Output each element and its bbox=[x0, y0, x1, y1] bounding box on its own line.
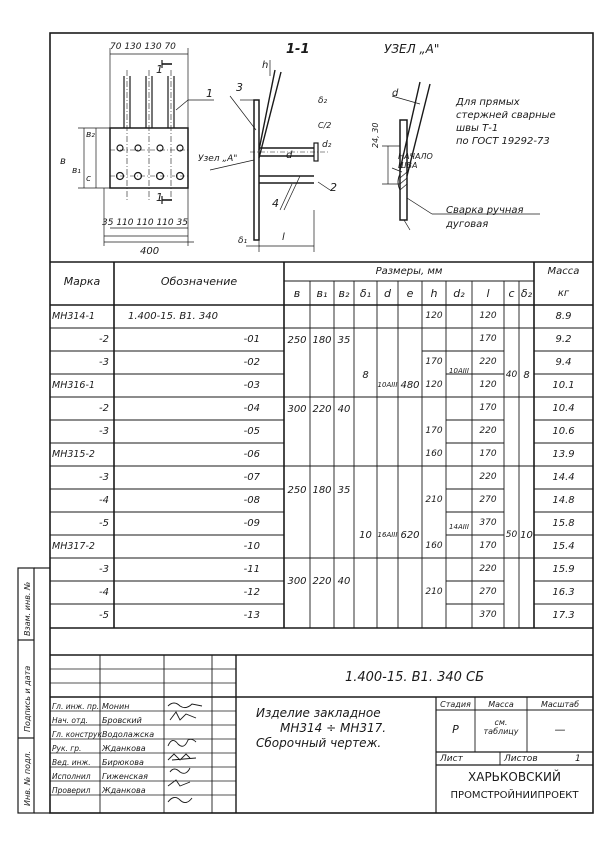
row-mark: -3 bbox=[99, 472, 109, 483]
row-designation: -04 bbox=[243, 403, 260, 414]
lower-e: 620 bbox=[400, 530, 420, 541]
name-1: Монин bbox=[102, 702, 130, 711]
dim-bottom-2: 110 bbox=[116, 218, 134, 228]
row-designation: -11 bbox=[243, 564, 260, 575]
row-mark: -3 bbox=[99, 357, 109, 368]
row-h: 170 bbox=[425, 357, 443, 367]
row-l: 220 bbox=[479, 472, 497, 482]
sub-delta1: δ₁ bbox=[359, 287, 372, 300]
role-1: Гл. инж. пр. bbox=[52, 702, 100, 711]
sheet-label: Лист bbox=[440, 754, 463, 764]
g4-b1: 220 bbox=[312, 576, 332, 587]
weld-note bbox=[456, 96, 556, 148]
sheets-count: 1 bbox=[575, 754, 581, 764]
product-name-1: Изделие закладное bbox=[256, 706, 381, 720]
row-l: 220 bbox=[479, 426, 497, 436]
g4-b2: 40 bbox=[337, 576, 351, 587]
mass-value: см. таблицу bbox=[483, 718, 519, 736]
row-h: 170 bbox=[425, 426, 443, 436]
weld-type bbox=[446, 204, 524, 232]
section-mark-top: 1 bbox=[156, 63, 163, 76]
node-label: УЗЕЛ „А" bbox=[384, 42, 440, 56]
dim-c2: С/2 bbox=[318, 121, 332, 130]
g4-b: 300 bbox=[287, 576, 307, 587]
row-mark: -3 bbox=[99, 426, 109, 437]
dim-d2: d₂ bbox=[322, 140, 332, 150]
sub-b2: в₂ bbox=[338, 287, 350, 300]
upper-d2: 10АIII bbox=[449, 367, 469, 375]
dim-bottom-5: 35 bbox=[176, 218, 188, 228]
row-designation: -13 bbox=[243, 610, 260, 621]
upper-c: 40 bbox=[505, 370, 518, 380]
col-scale: Масштаб bbox=[540, 700, 580, 709]
side-stamp-3: Взам. инв. № bbox=[23, 581, 32, 636]
row-mass: 9.2 bbox=[555, 334, 572, 345]
name-5: Бирюкова bbox=[102, 758, 144, 767]
weld-start-2: ШВА bbox=[398, 161, 418, 170]
row-l: 170 bbox=[479, 334, 497, 344]
sub-c: с bbox=[508, 287, 515, 300]
leader-1: 1 bbox=[206, 87, 213, 100]
row-mass: 8.9 bbox=[555, 311, 572, 322]
row-designation: -08 bbox=[243, 495, 260, 506]
header-mass-unit: кг bbox=[557, 288, 570, 299]
row-mark: -4 bbox=[99, 495, 109, 506]
name-3: Водолажска bbox=[102, 730, 155, 739]
row-l: 220 bbox=[479, 564, 497, 574]
sub-l: l bbox=[486, 287, 490, 300]
product-name bbox=[256, 706, 386, 751]
weld-start-1: НАЧАЛО bbox=[398, 152, 433, 161]
dim-l: l bbox=[282, 232, 285, 243]
row-l: 220 bbox=[479, 357, 497, 367]
leader-4: 4 bbox=[272, 197, 279, 210]
row-mass: 9.4 bbox=[555, 357, 572, 368]
stage-value: Р bbox=[452, 723, 459, 736]
row-mass: 15.9 bbox=[552, 564, 575, 575]
row-h: 210 bbox=[425, 587, 443, 597]
lower-d2: 14АIII bbox=[449, 523, 469, 531]
row-mass: 14.4 bbox=[552, 472, 575, 483]
upper-d: 10АIII bbox=[377, 381, 398, 389]
note-line-1: Для прямых bbox=[456, 97, 520, 108]
role-2: Нач. отд. bbox=[52, 716, 88, 725]
product-name-2: МН314 ÷ МН317. bbox=[280, 721, 387, 735]
upper-delta1: 8 bbox=[362, 370, 369, 381]
row-designation: -09 bbox=[243, 518, 260, 529]
row-designation: 1.400-15. В1. 340 bbox=[128, 311, 218, 322]
row-l: 370 bbox=[479, 518, 497, 528]
row-l: 170 bbox=[479, 403, 497, 413]
node-ref: Узел „А" bbox=[198, 154, 238, 164]
row-l: 170 bbox=[479, 449, 497, 459]
dim-top-4: 70 bbox=[164, 42, 176, 52]
upper-e: 480 bbox=[400, 380, 420, 391]
row-l: 120 bbox=[479, 311, 497, 321]
dim-top-2: 130 bbox=[124, 42, 142, 52]
lower-delta2: 10 bbox=[520, 530, 533, 541]
row-mark: МН315-2 bbox=[52, 449, 95, 460]
section-label: 1-1 bbox=[286, 42, 310, 57]
dim-d: d bbox=[286, 150, 293, 161]
scale-value: — bbox=[554, 723, 566, 736]
sub-e: е bbox=[406, 287, 414, 300]
row-mass: 15.4 bbox=[552, 541, 575, 552]
leader-3: 3 bbox=[236, 81, 243, 94]
name-4: Жданкова bbox=[102, 744, 146, 753]
sub-h: h bbox=[430, 287, 438, 300]
org-line-1: ХАРЬКОВСКИЙ bbox=[468, 770, 561, 784]
dim-c: с bbox=[86, 174, 91, 184]
header-mass: Масса bbox=[547, 266, 580, 277]
row-h: 160 bbox=[425, 449, 443, 459]
col-mass: Масса bbox=[488, 700, 514, 709]
dim-bottom-4: 110 bbox=[156, 218, 174, 228]
dim-h: h bbox=[262, 60, 269, 71]
lower-c: 50 bbox=[505, 530, 518, 540]
role-4: Рук. гр. bbox=[52, 744, 82, 753]
g3-b2: 35 bbox=[337, 485, 351, 496]
header-designation: Обозначение bbox=[160, 275, 238, 288]
role-3: Гл. конструк bbox=[52, 730, 102, 739]
sub-d: d bbox=[384, 287, 391, 300]
weld-type-2: дуговая bbox=[446, 219, 489, 230]
dim-top-3: 130 bbox=[144, 42, 162, 52]
row-l: 170 bbox=[479, 541, 497, 551]
sheets-label: Листов bbox=[504, 754, 538, 764]
row-designation: -03 bbox=[243, 380, 260, 391]
dim-width: 400 bbox=[140, 246, 160, 257]
role-5: Вед. инж. bbox=[52, 758, 91, 767]
row-mark: МН314-1 bbox=[52, 311, 95, 322]
dim-delta1: δ₁ bbox=[238, 236, 248, 246]
top-dims bbox=[110, 42, 190, 53]
dim-top-1: 70 bbox=[110, 42, 122, 52]
g1-b1: 180 bbox=[312, 335, 332, 346]
row-mass: 10.4 bbox=[552, 403, 575, 414]
dim-delta2: δ₂ bbox=[318, 96, 328, 106]
row-designation: -06 bbox=[243, 449, 260, 460]
row-mass: 15.8 bbox=[552, 518, 575, 529]
row-designation: -12 bbox=[243, 587, 260, 598]
lower-delta1: 10 bbox=[359, 530, 372, 541]
bottom-dims bbox=[102, 218, 188, 229]
note-line-2: стержней сварные bbox=[456, 110, 556, 121]
row-mass: 13.9 bbox=[552, 449, 575, 460]
sub-b: в bbox=[293, 287, 301, 300]
row-l: 120 bbox=[479, 380, 497, 390]
row-mass: 17.3 bbox=[552, 610, 575, 621]
row-h: 120 bbox=[425, 380, 443, 390]
name-7: Жданкова bbox=[102, 786, 146, 795]
note-line-4: по ГОСТ 19292-73 bbox=[456, 136, 550, 147]
row-mark: -3 bbox=[99, 564, 109, 575]
dim-b2: в₂ bbox=[86, 130, 95, 140]
g1-b2: 35 bbox=[337, 335, 351, 346]
row-mass: 10.6 bbox=[552, 426, 575, 437]
side-stamp-2: Подпись и дата bbox=[23, 665, 32, 732]
row-designation: -07 bbox=[243, 472, 260, 483]
row-designation: -05 bbox=[243, 426, 260, 437]
side-stamp-1: Инв. № подл. bbox=[23, 750, 32, 806]
row-l: 270 bbox=[479, 587, 497, 597]
name-6: Гиженская bbox=[102, 772, 148, 781]
weld-type-1: Сварка ручная bbox=[446, 205, 524, 216]
row-mark: -5 bbox=[99, 518, 109, 529]
role-6: Исполнил bbox=[52, 772, 91, 781]
node-dim-d: d bbox=[392, 88, 399, 99]
col-stage: Стадия bbox=[440, 700, 471, 709]
g2-b2: 40 bbox=[337, 404, 351, 415]
dim-bottom-3: 110 bbox=[136, 218, 154, 228]
row-h: 120 bbox=[425, 311, 443, 321]
name-2: Бровский bbox=[102, 716, 142, 725]
note-line-3: швы Т-1 bbox=[456, 123, 499, 134]
row-mass: 16.3 bbox=[552, 587, 575, 598]
g3-b1: 180 bbox=[312, 485, 332, 496]
row-l: 370 bbox=[479, 610, 497, 620]
g2-b: 300 bbox=[287, 404, 307, 415]
doc-code: 1.400-15. В1. 340 СБ bbox=[344, 670, 485, 685]
row-mark: -2 bbox=[99, 334, 109, 345]
lower-d: 16АIII bbox=[377, 531, 398, 539]
section-mark-bottom: 1 bbox=[156, 191, 163, 204]
row-mark: МН316-1 bbox=[52, 380, 95, 391]
weld-start bbox=[398, 152, 433, 170]
dim-24-30: 24, 30 bbox=[371, 122, 380, 148]
upper-delta2: 8 bbox=[523, 370, 530, 381]
plate-front-view bbox=[78, 48, 214, 246]
header-sizes: Размеры, мм bbox=[375, 266, 443, 277]
sub-delta2: δ₂ bbox=[520, 287, 533, 300]
dim-b1: в₁ bbox=[72, 166, 81, 176]
sub-b1: в₁ bbox=[316, 287, 328, 300]
row-mass: 10.1 bbox=[552, 380, 575, 391]
row-designation: -01 bbox=[243, 334, 260, 345]
g3-b: 250 bbox=[287, 485, 307, 496]
row-designation: -02 bbox=[243, 357, 260, 368]
row-mass: 14.8 bbox=[552, 495, 575, 506]
dim-bottom-1: 35 bbox=[102, 218, 114, 228]
row-l: 270 bbox=[479, 495, 497, 505]
row-mark: МН317-2 bbox=[52, 541, 95, 552]
g2-b1: 220 bbox=[312, 404, 332, 415]
row-h: 210 bbox=[425, 495, 443, 505]
row-mark: -2 bbox=[99, 403, 109, 414]
row-designation: -10 bbox=[243, 541, 260, 552]
product-name-3: Сборочный чертеж. bbox=[256, 736, 382, 750]
row-mark: -4 bbox=[99, 587, 109, 598]
leader-2: 2 bbox=[330, 181, 337, 194]
row-h: 160 bbox=[425, 541, 443, 551]
org-line-2: ПРОМСТРОЙНИИПРОЕКТ bbox=[450, 790, 579, 801]
role-7: Проверил bbox=[52, 786, 91, 795]
row-mark: -5 bbox=[99, 610, 109, 621]
dim-b: в bbox=[60, 156, 66, 167]
header-mark: Марка bbox=[63, 275, 101, 288]
sub-d2: d₂ bbox=[453, 287, 465, 300]
g1-b: 250 bbox=[287, 335, 307, 346]
